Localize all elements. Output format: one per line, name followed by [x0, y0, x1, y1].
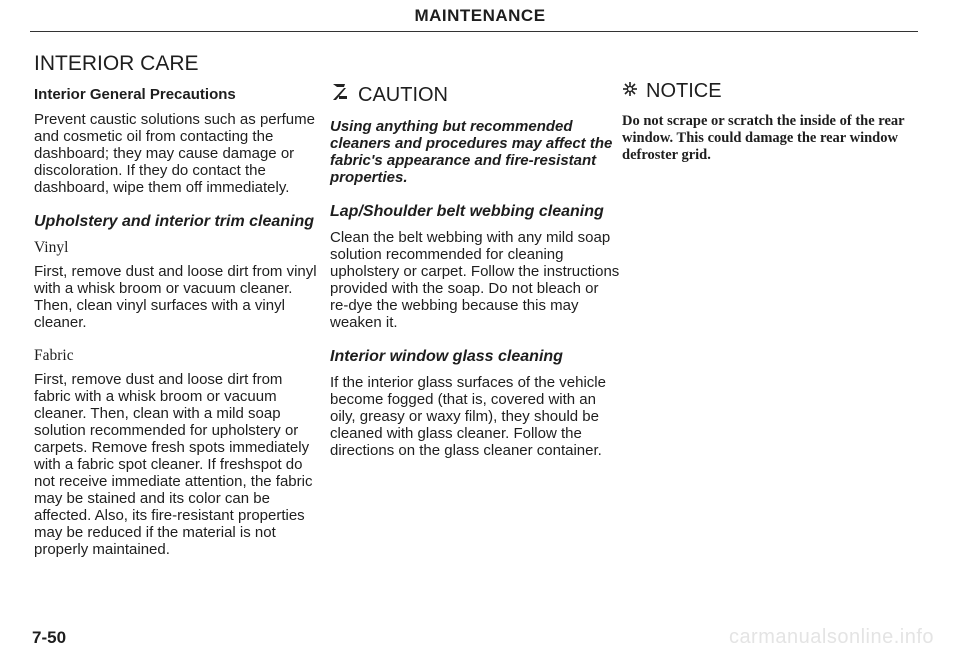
glass-cleaning-heading: Interior window glass cleaning	[330, 348, 563, 365]
belt-cleaning-text: Clean the belt webbing with any mild soap solution recommended for cleaning upholstery or carpet. Follow the instructions provided with the soap. Do not bleach or re-dye the webbing because this may weaken it.	[330, 229, 620, 331]
upholstery-heading: Upholstery and interior trim cleaning	[34, 213, 315, 230]
caution-icon	[330, 82, 350, 108]
glass-cleaning-text: If the interior glass surfaces of the vehicle become fogged (that is, covered with an oily, greasy or waxy film), they should be cleaned with glass cleaner. Follow the directions on the glass cleaner container.	[330, 374, 606, 459]
belt-cleaning-heading: Lap/Shoulder belt webbing cleaning	[330, 203, 604, 220]
fabric-label: Fabric	[34, 347, 74, 364]
fabric-text: First, remove dust and loose dirt from fabric with a whisk broom or vacuum cleaner. Then, clean with a mild soap solution recommended for upholstery or carpets. Remove fresh spots immediately with a fabric spot cleaner. If freshspot do not receive immediate attention, the fabric may be stained and its color can be affected. Also, its fire-resistant properties may be reduced if the material is not properly maintained.	[34, 371, 313, 558]
page-number: 7-50	[32, 628, 67, 647]
notice-text: Do not scrape or scratch the inside of the rear window. This could damage the rear window defroster grid.	[622, 113, 905, 163]
notice-icon	[622, 80, 638, 103]
general-precautions-heading: Interior General Precautions	[34, 86, 236, 103]
caution-text: Using anything but recommended cleaners and procedures may affect the fabric's appearance and fire-resistant properties.	[330, 118, 613, 186]
header-rule	[30, 31, 918, 32]
vinyl-label: Vinyl	[34, 239, 69, 256]
caution-label: CAUTION	[358, 83, 448, 106]
section-title: INTERIOR CARE	[34, 52, 199, 75]
page-header: MAINTENANCE	[414, 6, 546, 25]
notice-label: NOTICE	[646, 80, 722, 102]
general-precautions-text: Prevent caustic solutions such as perfume and cosmetic oil from contacting the dashboard; they may cause damage or discoloration. If they do contact the dashboard, wipe them off immediately.	[34, 111, 315, 196]
watermark: carmanualsonline.info	[728, 626, 934, 648]
column-caution	[330, 82, 620, 459]
column-interior-care	[34, 52, 319, 558]
vinyl-text: First, remove dust and loose dirt from vinyl with a whisk broom or vacuum cleaner. Then, clean vinyl surfaces with a vinyl cleaner.	[34, 263, 317, 331]
caution-header	[330, 82, 620, 108]
column-notice	[622, 80, 922, 164]
notice-header	[622, 80, 922, 103]
